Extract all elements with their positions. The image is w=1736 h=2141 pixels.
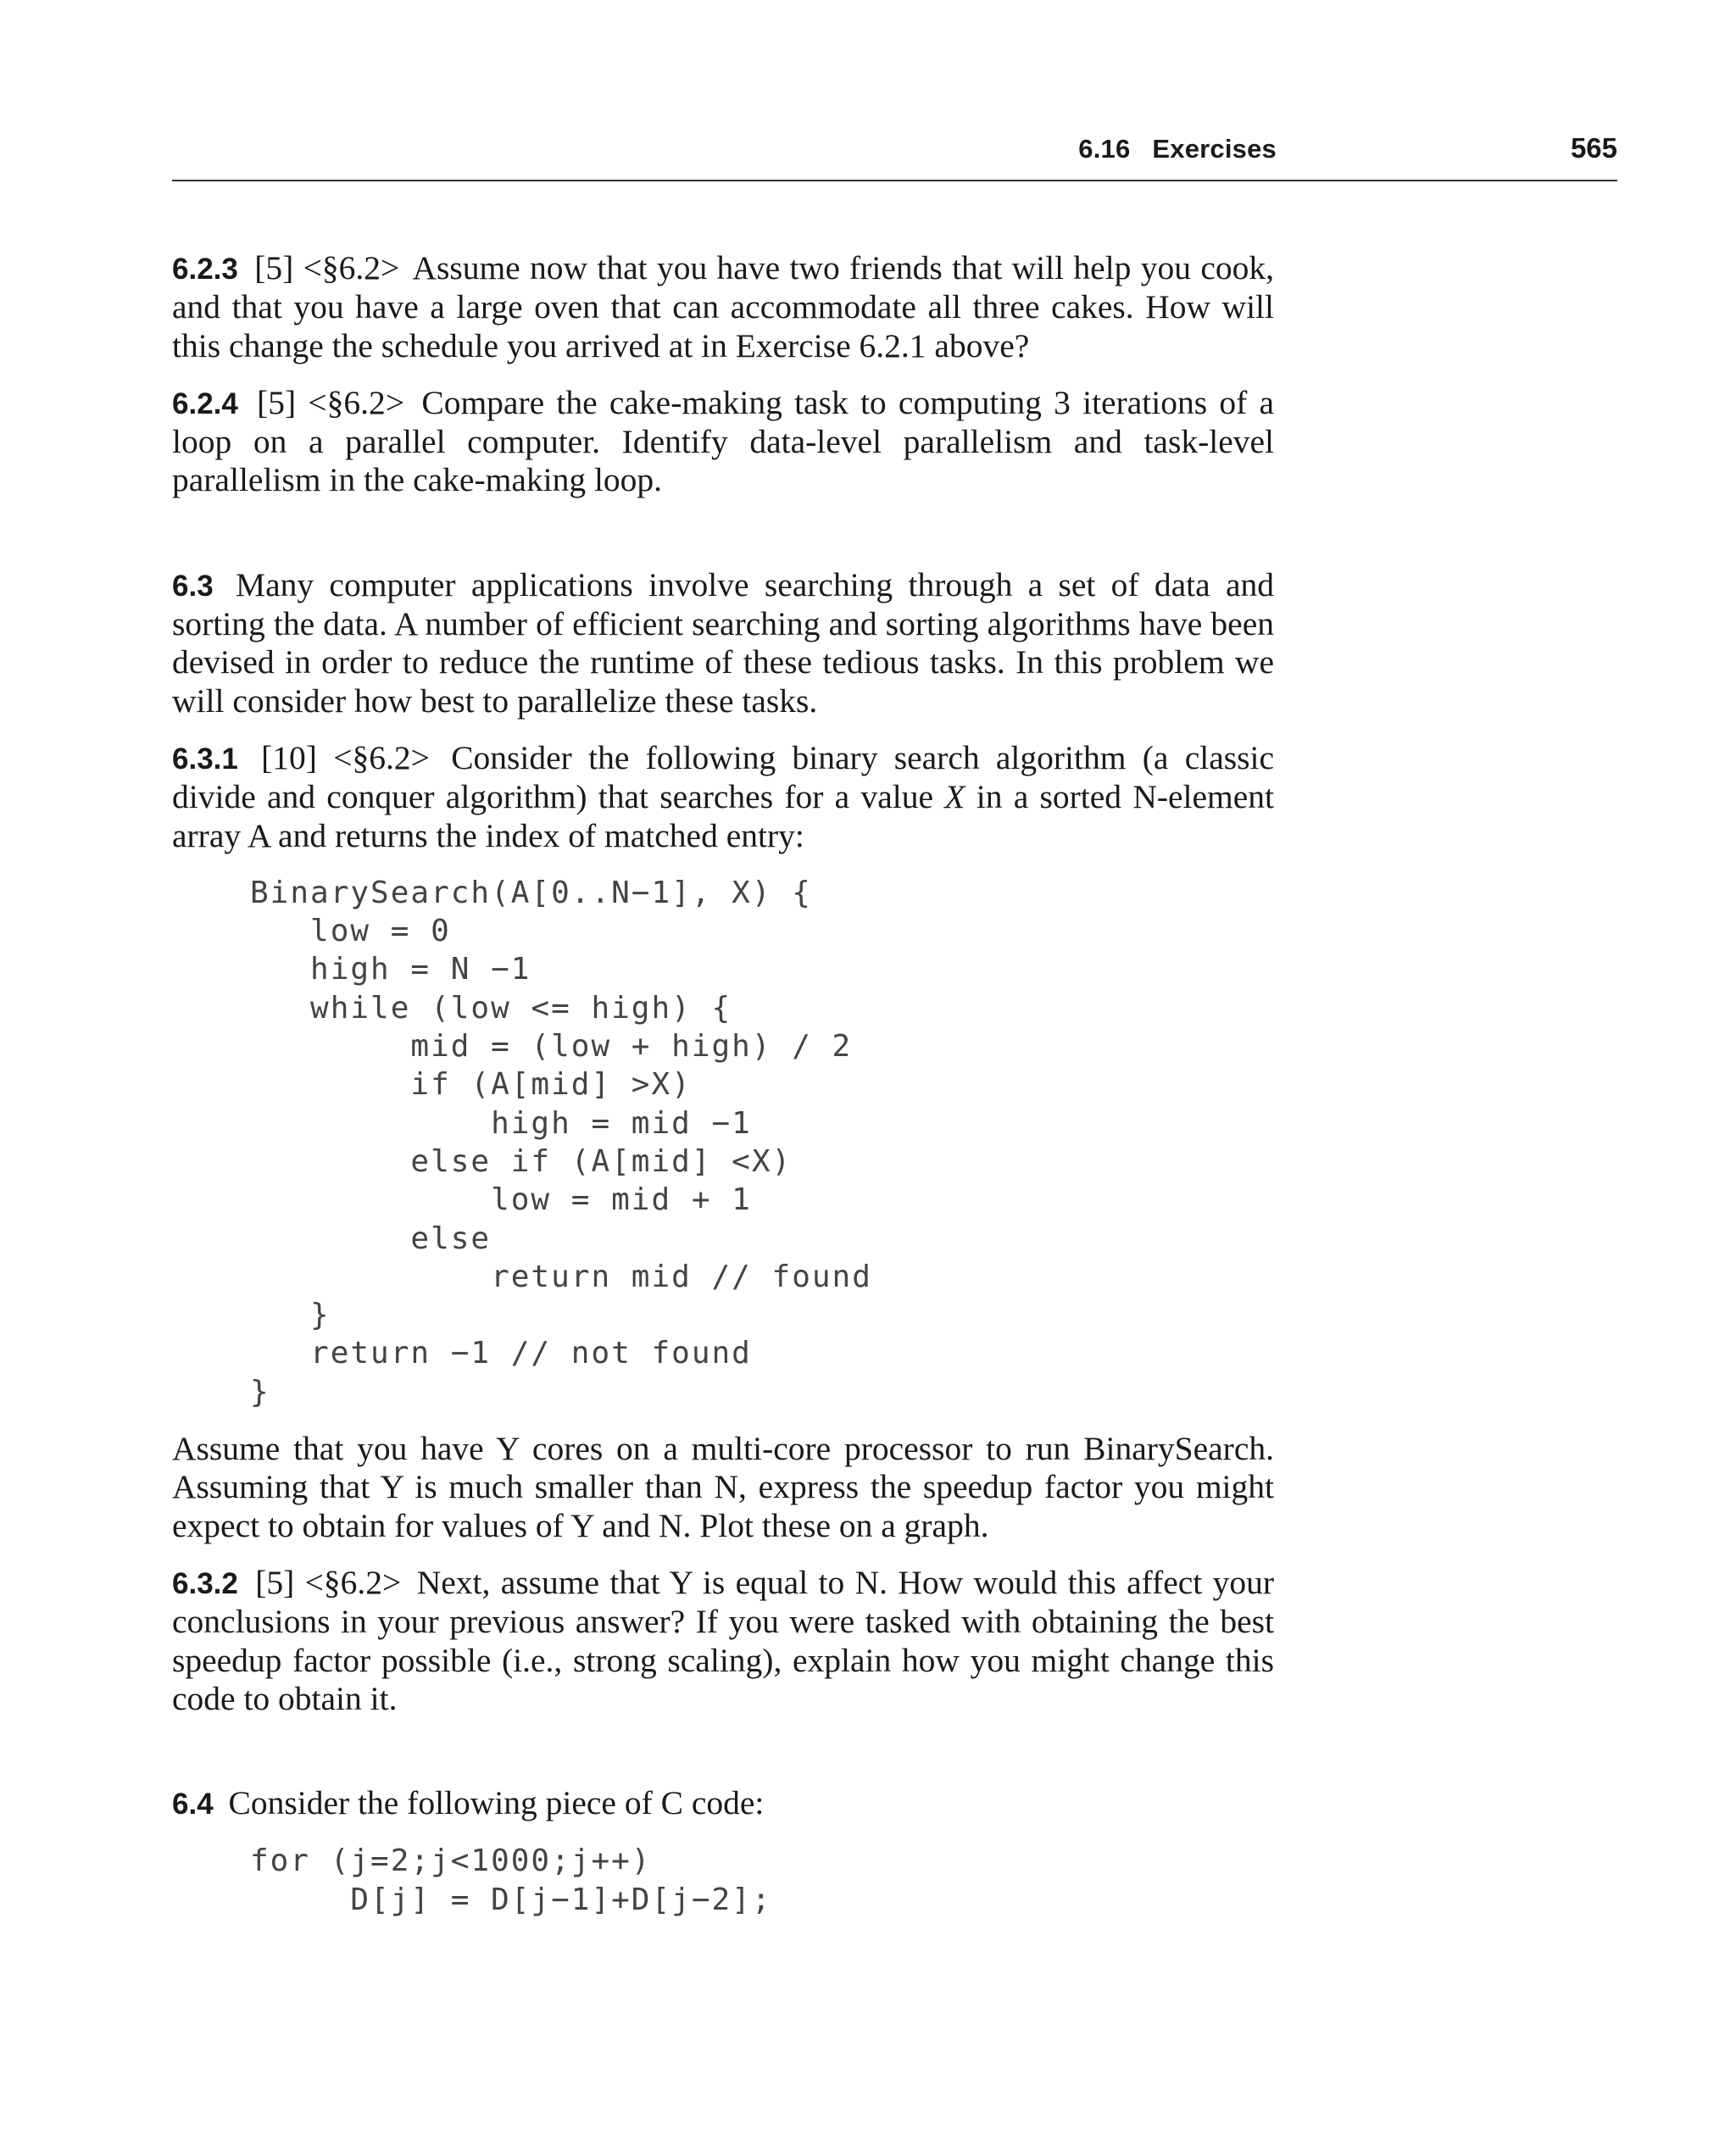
exercise-6-3-1-followup: Assume that you have Y cores on a multi-core processor to run BinarySearch. Assuming that Y is much smaller than N, express the speedup factor you might expect to obtain for values of Y and N. Plot these on a graph. [172, 1430, 1274, 1544]
exercise-text: Compare the cake-making task to computing 3 iterations of a loop on a parallel computer. Identify data-level parallelism and task-level parallelism in the cake-making loop. [172, 383, 1275, 499]
exercise-number: 6.2.4 [172, 386, 238, 420]
exercise-6-4 [172, 1784, 1274, 1823]
exercise-number: 6.4 [172, 1788, 214, 1821]
section-title: Exercises [1152, 134, 1277, 164]
running-header [172, 127, 1617, 181]
exercise-meta: [5] <§6.2> [254, 249, 400, 286]
exercise-number: 6.2.3 [172, 253, 238, 286]
exercise-text: Next, assume that Y is equal to N. How would this affect your conclusions in your previous answer? If you were tasked with obtaining the best speedup factor possible (i.e., strong scaling), explain how you might change this code to obtain it. [172, 1563, 1275, 1717]
exercise-text: Many computer applications involve searching through a set of data and sorting the data. A number of efficient searching and sorting algorithms have been devised in order to reduce the runtime of these tedious tasks. In this problem we will consider how best to parallelize these tasks. [172, 565, 1275, 720]
exercise-6-2-3 [172, 249, 1274, 365]
exercise-text: Consider the following binary search algorithm (a classic divide and conquer algorithm) that searches for a value [172, 738, 1274, 816]
variable-x: X [944, 778, 965, 816]
exercise-number: 6.3.1 [172, 742, 238, 776]
exercise-text: Consider the following piece of C code: [228, 1784, 765, 1822]
exercise-number: 6.3 [172, 569, 214, 603]
exercise-text: Assume now that you have two friends that will help you cook, and that you have a large oven that can accommodate all three cakes. How will this change the schedule you arrived at in Exercise 6.2.1 above? [172, 249, 1274, 364]
section-number: 6.16 [1078, 134, 1131, 164]
page-number: 565 [1570, 132, 1617, 164]
exercise-6-3-2 [172, 1564, 1274, 1718]
exercise-6-2-4 [172, 384, 1274, 500]
section-heading [1078, 134, 1277, 164]
exercise-6-3-1 [172, 739, 1274, 855]
exercise-meta: [10] <§6.2> [261, 738, 430, 776]
exercise-meta: [5] <§6.2> [257, 383, 405, 421]
exercise-meta: [5] <§6.2> [255, 1563, 402, 1601]
c-loop-code: for (j=2;j<1000;j++) D[j] = D[j−1]+D[j−2]; [250, 1843, 772, 1917]
exercise-number: 6.3.2 [172, 1566, 238, 1600]
page-body [172, 249, 1274, 1938]
binary-search-code: BinarySearch(A[0..N−1], X) { low = 0 high = N −1 while (low <= high) { mid = (low + high) / 2 if (A[mid] >X) high = mid −1 else if (A[mid] <X) low = mid + 1 else return mid // found } return −1 // not found } [250, 875, 872, 1410]
exercise-text-cont: in a sorted N-element array A and returns the index of matched entry: [172, 778, 1275, 854]
exercise-6-3 [172, 566, 1274, 720]
